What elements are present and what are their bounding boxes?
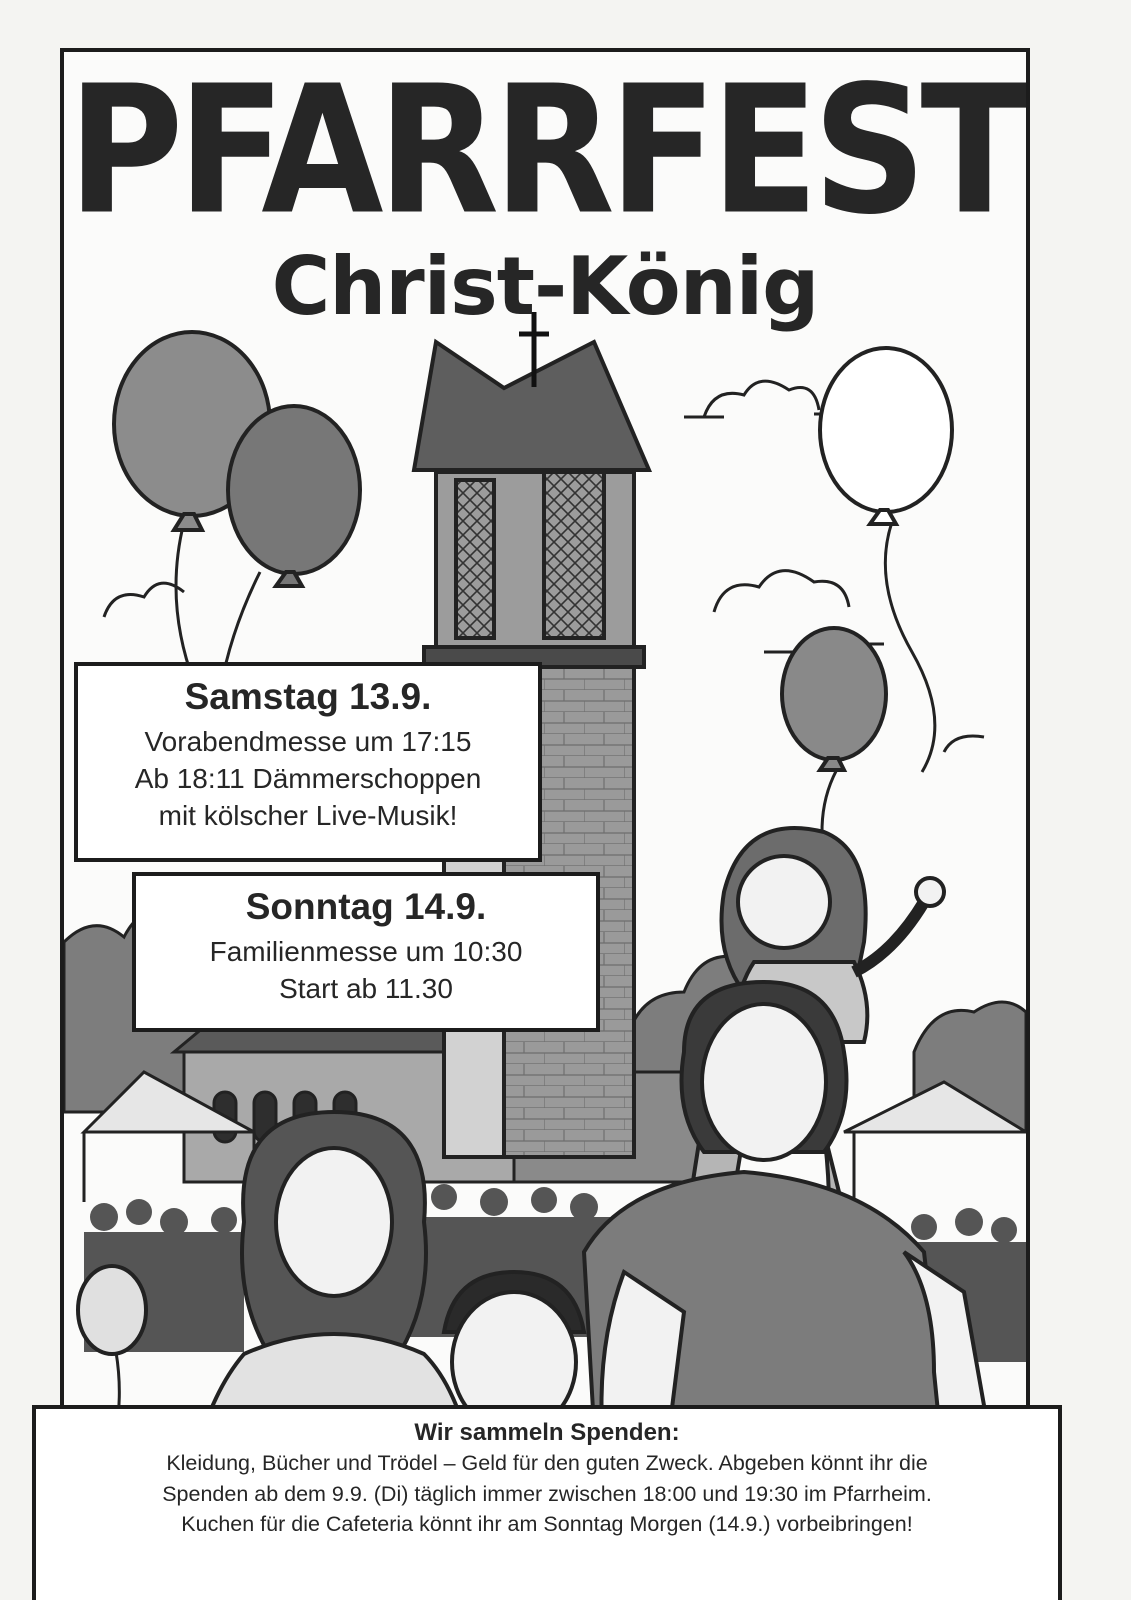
poster-title: PFARRFEST	[67, 48, 1023, 255]
saturday-heading: Samstag 13.9.	[184, 676, 432, 717]
saturday-line: Vorabendmesse um 17:15	[144, 725, 472, 757]
saturday-line: mit kölscher Live-Musik!	[158, 800, 458, 832]
sunday-info-box	[132, 872, 600, 1032]
sunday-line: Familienmesse um 10:30	[209, 935, 523, 967]
sunday-heading: Sonntag 14.9.	[245, 886, 487, 927]
saturday-line: Ab 18:11 Dämmerschoppen	[134, 762, 482, 794]
donations-box	[32, 1405, 1062, 1600]
poster	[60, 48, 1030, 1600]
poster-subtitle: Christ-König	[271, 240, 819, 333]
saturday-info-box	[74, 662, 542, 862]
donations-line: Spenden ab dem 9.9. (Di) täglich immer zwischen 18:00 und 19:30 im Pfarrheim.	[162, 1481, 932, 1506]
donations-line: Kleidung, Bücher und Trödel – Geld für den guten Zweck. Abgeben könnt ihr die	[166, 1451, 928, 1476]
sunday-line: Start ab 11.30	[279, 972, 453, 1004]
donations-line: Kuchen für die Cafeteria könnt ihr am Sonntag Morgen (14.9.) vorbeibringen!	[181, 1512, 913, 1537]
donations-heading: Wir sammeln Spenden:	[414, 1419, 680, 1446]
